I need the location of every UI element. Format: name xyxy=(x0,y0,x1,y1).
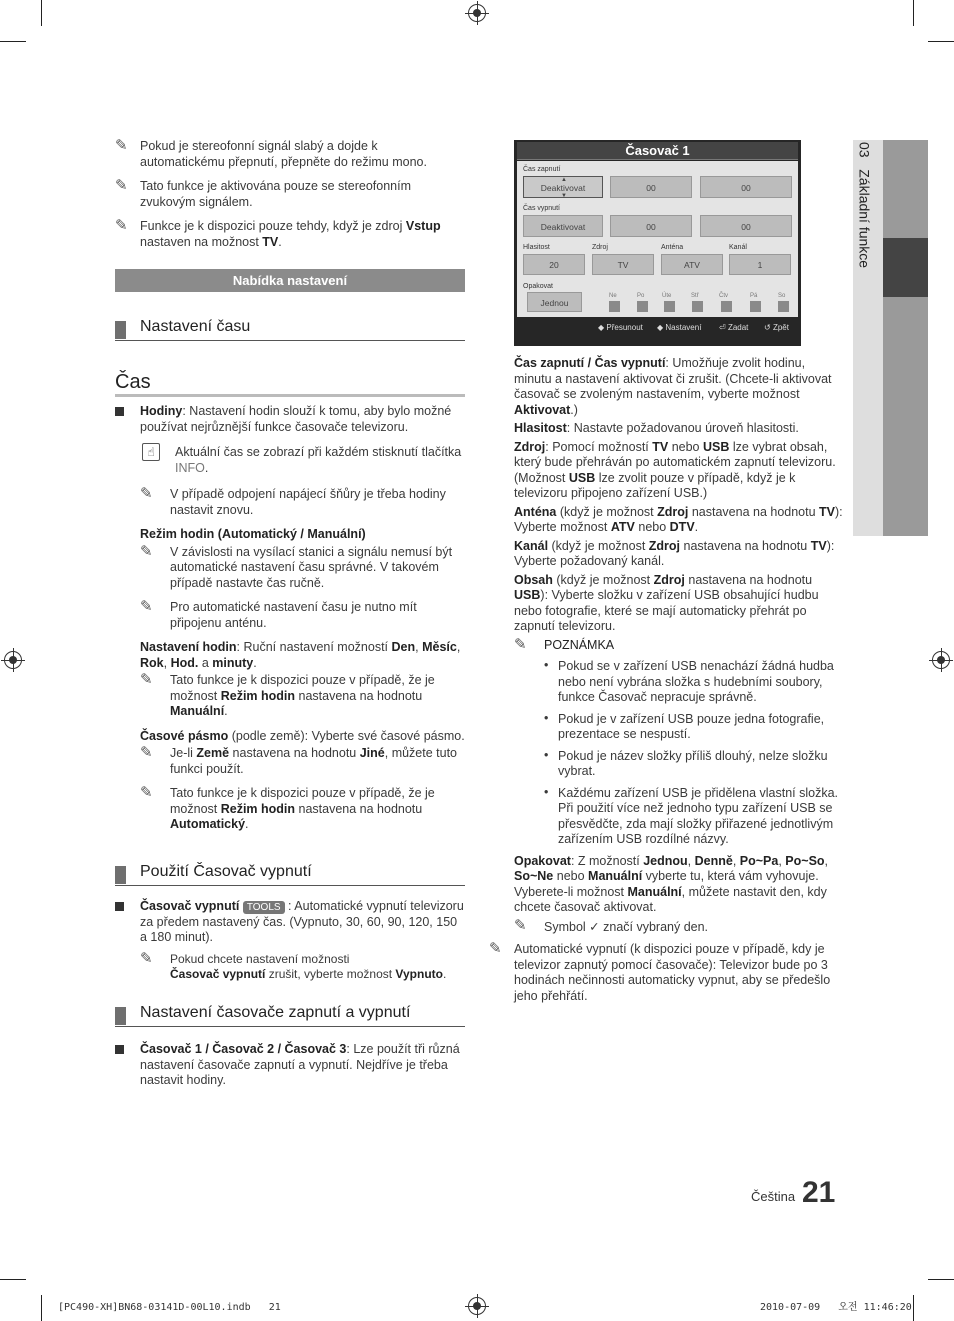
on-time-minute-field[interactable]: 00 xyxy=(700,176,792,198)
repeat-field[interactable]: Jednou xyxy=(527,292,582,312)
section-marker xyxy=(115,866,126,884)
list-item: • Každému zařízení USB je přidělena vlastní složka. Při použití více než jednoho typu zařízení USB se přesvědčte, zda mají složky přiřazené jednotlivým zařízením USB rozdílné názvy. xyxy=(544,784,838,846)
antenna-label: Anténa xyxy=(661,244,684,251)
auto-off-note xyxy=(489,939,834,1013)
crop-mark xyxy=(913,1295,914,1321)
source-field[interactable]: TV xyxy=(592,254,654,275)
chapter-tab xyxy=(853,140,928,536)
tab-marker xyxy=(883,238,928,297)
arrow-down-icon: ▼ xyxy=(561,193,567,199)
list-item: • Pokud je název složky příliš dlouhý, nelze složku vybrat. xyxy=(544,747,828,778)
crop-mark xyxy=(928,1279,954,1280)
menu-bar: Nabídka nastavení xyxy=(115,269,465,292)
on-time-hour-field[interactable]: 00 xyxy=(610,176,692,198)
list-item: • Pokud se v zařízení USB nenachází žádná hudba nebo není vybrána složka s hudebními soubory, funkce Časovač nepracuje správně. xyxy=(544,658,834,704)
note: ✎ Pokud chcete nastavení možnosti Časovač vypnutí zrušit, vyberte možnost Vypnuto. xyxy=(140,948,447,981)
print-file-info: [PC490-XH]BN68-03141D-00L10.indb 21 xyxy=(58,1302,281,1313)
off-time-label: Čas vypnutí xyxy=(523,205,560,212)
day-label: Po xyxy=(637,293,645,299)
return-icon: ↺ xyxy=(764,323,771,332)
paragraph: Opakovat: Z možností Jednou, Denně, Po~Pa, Po~So, So~Ne nebo Manuální vyberte tu, která vám vyhovuje. Vyberete-li možnost Manuální, můžete nastavit den, kdy chcete časovač aktivovat. xyxy=(514,853,829,914)
note: ✎ Je-li Země nastavena na hodnotu Jiné, můžete tuto funkci použít. xyxy=(140,743,458,776)
casove-pasmo: Časové pásmo (podle země): Vyberte své časové pásmo. xyxy=(140,728,465,743)
day-label: Čtv xyxy=(719,293,728,299)
day-checkbox[interactable] xyxy=(721,301,732,312)
pencil-note-icon: ✎ xyxy=(514,634,527,653)
note: ✎ Pokud je stereofonní signál slabý a dojde k automatickému přepnutí, přepněte do režimu mono. xyxy=(115,136,427,169)
pencil-note-icon: ✎ xyxy=(115,216,128,234)
off-time-activate-field[interactable]: Deaktivovat xyxy=(523,215,603,237)
paragraph: Zdroj: Pomocí možností TV nebo USB lze vybrat obsah, který bude přehráván po automatickém zapnutí televizoru. (Možnost USB lze zvolit pouze v případě, když je k televizoru připojeno zařízení USB.) xyxy=(514,439,836,500)
day-label: Pá xyxy=(750,293,758,299)
page-heading: Čas xyxy=(115,369,465,397)
timer-screen xyxy=(514,140,801,346)
updown-icon: ◆ xyxy=(657,323,664,332)
pencil-note-icon: ✎ xyxy=(514,915,527,934)
crop-mark xyxy=(0,41,26,42)
note: ✎ V případě odpojení napájecí šňůry je třeba hodiny nastavit znovu. xyxy=(140,484,446,517)
note: ✎ Tato funkce je k dispozici pouze v případě, že je možnost Režim hodin nastavena na hodnotu Automatický. xyxy=(140,783,435,831)
note: ✎ V závislosti na vysílací stanici a signálu nemusí být automatické nastavení času správné. V takovém případě nastavte čas ručně. xyxy=(140,541,453,590)
enter-icon: ⏎ xyxy=(719,323,726,332)
page-number: 21 xyxy=(802,1176,836,1209)
remote-hand-icon: ☝ xyxy=(142,443,160,461)
square-bullet-icon xyxy=(115,407,124,416)
screen-title: Časovač 1 xyxy=(517,142,798,160)
move-arrows-icon: ◆ xyxy=(598,323,605,332)
pencil-note-icon: ✎ xyxy=(140,743,153,761)
tools-button-icon: TOOLS xyxy=(243,901,285,914)
registration-mark-icon xyxy=(468,1297,486,1315)
registration-mark-icon xyxy=(468,4,486,22)
note: ✎ Symbol ✓ značí vybraný den. xyxy=(514,915,709,934)
note: ✎ Automatické vypnutí (k dispozici pouze v případě, kdy je televizor zapnutý pomocí časovače): Televizor bude po 3 hodinách nečinnosti automaticky vypnut, aby se předešlo jeho přehřátí. xyxy=(489,939,831,1003)
day-checkbox[interactable] xyxy=(664,301,675,312)
casovace-block: Časovač 1 / Časovač 2 / Časovač 3: Lze použít tři různá nastavení časovače zapnutí a vypnutí. Nejdříve je třeba nastavit hodiny. xyxy=(115,1042,465,1089)
section-marker xyxy=(115,321,126,339)
bullet-icon: • xyxy=(544,658,549,672)
pencil-note-icon: ✎ xyxy=(140,597,153,615)
crop-mark xyxy=(41,0,42,26)
day-checkbox[interactable] xyxy=(609,301,620,312)
day-label: Ne xyxy=(609,293,617,299)
pencil-note-icon: ✎ xyxy=(140,484,153,502)
pencil-note-icon: ✎ xyxy=(140,541,153,560)
antenna-field[interactable]: ATV xyxy=(661,254,723,275)
source-label: Zdroj xyxy=(592,244,608,251)
off-time-minute-field[interactable]: 00 xyxy=(700,215,792,237)
pencil-note-icon: ✎ xyxy=(140,783,153,801)
crop-mark xyxy=(0,1279,26,1280)
tab-band xyxy=(883,140,928,536)
section-marker xyxy=(115,1007,126,1025)
registration-mark-icon xyxy=(932,651,950,669)
off-time-hour-field[interactable]: 00 xyxy=(610,215,692,237)
rezim-title: Režim hodin (Automatický / Manuální) xyxy=(140,527,366,541)
bullet-icon: • xyxy=(544,784,549,799)
channel-field[interactable]: 1 xyxy=(729,254,791,275)
day-label: Úte xyxy=(662,293,672,299)
volume-label: Hlasitost xyxy=(523,244,550,251)
section-title: Nastavení časovače zapnutí a vypnutí xyxy=(140,1004,411,1021)
paragraph: Obsah (když je možnost Zdroj nastavena na hodnotu USB): Vyberte složku v zařízení USB obsahující hudbu nebo fotografie, které se mají automaticky přehrát po zapnutí televizoru. xyxy=(514,572,819,633)
day-checkbox[interactable] xyxy=(778,301,789,312)
nastaveni-hodin: Nastavení hodin: Ruční nastavení možností Den, Měsíc, Rok, Hod. a minuty. xyxy=(140,640,461,670)
day-checkbox[interactable] xyxy=(750,301,761,312)
info-note: ☝ Aktuální čas se zobrazí při každém stisknutí tlačítka INFO. xyxy=(140,445,465,476)
vypnuti-block: Časovač vypnutí TOOLS : Automatické vypnutí televizoru za předem nastavený čas. (Vypnuto, 30, 60, 90, 120, 150 a 180 minut). ✎ Pokud chcete nastavení možnosti Časovač vypnutí zrušit, vyberte možnost Vypnuto. xyxy=(115,899,465,983)
paragraph: Kanál (když je možnost Zdroj nastavena na hodnotu TV): Vyberte požadovaný kanál. xyxy=(514,538,835,568)
right-column xyxy=(514,356,844,944)
section-title: Použití Časovač vypnutí xyxy=(140,863,312,880)
crop-mark xyxy=(928,41,954,42)
footer-return: ↺ Zpět xyxy=(764,323,789,332)
square-bullet-icon xyxy=(115,902,124,911)
pencil-note-icon: ✎ xyxy=(489,939,502,957)
chapter-label: 03 Základní funkce xyxy=(856,142,873,269)
registration-mark-icon xyxy=(4,651,22,669)
day-checkbox[interactable] xyxy=(637,301,648,312)
arrow-up-icon: ▲ xyxy=(561,177,567,183)
bullet-icon: • xyxy=(544,710,549,725)
footer-enter: ⏎ Zadat xyxy=(719,323,749,332)
section-header xyxy=(115,863,465,886)
paragraph: Hlasitost: Nastavte požadovanou úroveň hlasitosti. xyxy=(514,421,799,435)
note-heading: ✎ POZNÁMKA xyxy=(514,634,615,653)
pencil-note-icon: ✎ xyxy=(140,670,153,688)
day-label: Stř xyxy=(691,293,699,299)
note: ✎ Pro automatické nastavení času je nutno mít připojenu anténu. xyxy=(140,597,417,630)
section-header xyxy=(115,318,465,341)
pencil-note-icon: ✎ xyxy=(115,136,128,154)
volume-field[interactable]: 20 xyxy=(523,254,585,275)
footer-language: Čeština xyxy=(751,1189,796,1204)
top-notes xyxy=(115,136,465,259)
footer-move: ◆ Přesunout xyxy=(598,323,643,332)
bullet-icon: • xyxy=(544,747,549,762)
crop-mark xyxy=(913,0,914,26)
day-label: So xyxy=(778,293,786,299)
screen-body xyxy=(517,161,798,317)
paragraph: Čas zapnutí / Čas vypnutí: Umožňuje zvolit hodinu, minutu a nastavení aktivovat či zrušit. (Chcete-li aktivovat časovač se zvoleným nastavením, vyberte možnost Aktivovat.) xyxy=(514,356,832,417)
list-item: • Pokud je v zařízení USB pouze jedna fotografie, prezentace se nespustí. xyxy=(544,710,825,741)
channel-label: Kanál xyxy=(729,244,747,251)
note: ✎ Tato funkce je k dispozici pouze v případě, že je možnost Režim hodin nastavena na hodnotu Manuální. xyxy=(140,670,435,718)
checkmark-icon: ✓ xyxy=(589,918,600,934)
note: ✎ Tato funkce je aktivována pouze se stereofonním zvukovým signálem. xyxy=(115,176,411,209)
paragraph: Anténa (když je možnost Zdroj nastavena na hodnotu TV): Vyberte možnost ATV nebo DTV. xyxy=(514,504,843,534)
section-title: Nastavení času xyxy=(140,318,251,335)
section-header xyxy=(115,1004,465,1027)
repeat-label: Opakovat xyxy=(523,283,553,290)
note: ✎ Funkce je k dispozici pouze tehdy, když je zdroj Vstup nastaven na možnost TV. xyxy=(115,216,441,249)
day-checkbox[interactable] xyxy=(692,301,703,312)
print-date-info: 2010-07-09 오전 11:46:20 xyxy=(760,1302,912,1313)
hodiny-block: Hodiny: Nastavení hodin slouží k tomu, aby bylo možné používat nejrůznější funkce časovače televizoru. ☝ Aktuální čas se zobrazí při každém stisknutí tlačítka INFO. ✎ V případě odpojení napájecí šňůry je třeba hodiny nastavit znovu. Režim hodin (Automatický / Manuální) ✎ V závislosti na vysílací stanici a signálu nemusí být automatické nastavení času správné. V takovém případě nastavte čas ručně. ✎ Pro automatické nastavení času je nutno mít připojenu anténu. Nastavení hodin: Ruční nastavení možností Den, Měsíc, Rok, Hod. a minuty. ✎ Tato funkce je k dispozici pouze v případě, že je možnost Režim hodin nastavena na hodnotu Manuální. Časové pásmo (podle země): Vyberte své časové pásmo. ✎ Je-li Země nastavena na hodnotu Jiné, můžete tuto funkci použít. ✎ Tato funkce je k dispozici pouze v případě, že je možnost Režim hodin nastavena na hodnotu Automatický. xyxy=(115,404,465,842)
pencil-note-icon: ✎ xyxy=(115,176,128,194)
on-time-label: Čas zapnutí xyxy=(523,166,561,173)
footer-adjust: ◆ Nastavení xyxy=(657,323,702,332)
square-bullet-icon xyxy=(115,1045,124,1054)
pencil-note-icon: ✎ xyxy=(140,948,153,967)
on-time-activate-field[interactable]: Deaktivovat ▲ ▼ xyxy=(523,176,603,198)
crop-mark xyxy=(41,1295,42,1321)
